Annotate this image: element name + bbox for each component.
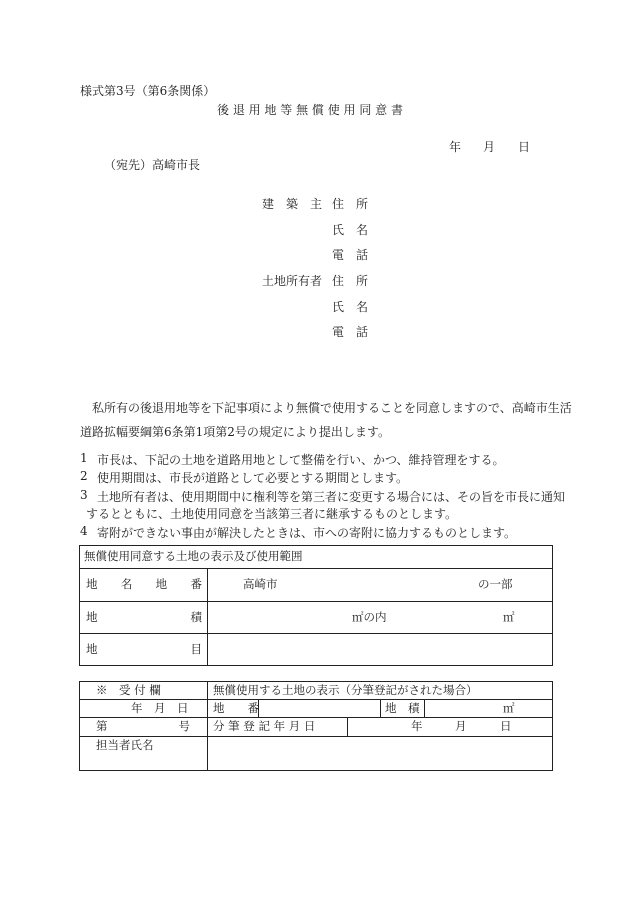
lot-label [86, 579, 202, 591]
label-char: 目 [190, 642, 202, 656]
item-number: 3 [80, 488, 88, 502]
label-char: 積 [190, 610, 202, 624]
owner-label: 土地所有者 [262, 274, 323, 288]
label-char: 地 [86, 577, 98, 591]
table-divider [347, 717, 348, 736]
subdivision-lot-label: 地 番 [213, 701, 259, 715]
registration-month: 月 [455, 719, 467, 733]
subdivision-area-label: 地 積 [385, 701, 420, 715]
area-label [86, 612, 202, 624]
label-char: 地 [86, 610, 98, 624]
table-divider [380, 699, 381, 717]
reception-label: ※ 受 付 欄 [96, 683, 161, 697]
date-day: 日 [518, 140, 531, 154]
label-char: 番 [190, 577, 202, 591]
land-table-header: 無償使用同意する土地の表示及び使用範囲 [84, 549, 303, 563]
owner-phone-label: 電 話 [332, 325, 369, 339]
subdivision-area-unit: ㎡ [503, 701, 515, 715]
document-title: 後 退 用 地 等 無 償 使 用 同 意 書 [217, 103, 403, 117]
addressee: （宛先）高崎市長 [104, 158, 201, 172]
staff-name-label: 担当者氏名 [96, 738, 154, 752]
label-char: 地 [155, 577, 168, 591]
builder-label: 建 築 主 [262, 197, 323, 211]
owner-address-label: 住 所 [332, 274, 369, 288]
label-char: 地 [86, 642, 98, 656]
builder-phone-label: 電 話 [332, 248, 369, 262]
item-text: 使用期間は、市長が道路として必要とする期間とします。 [97, 471, 409, 485]
item-text: 市長は、下記の土地を道路用地として整備を行い、かつ、維持管理をする。 [97, 453, 505, 467]
label-char: 号 [178, 719, 190, 733]
area-unit: ㎡の内 [352, 610, 387, 624]
table-divider [79, 601, 553, 602]
registration-day: 日 [500, 719, 512, 733]
subdivision-header: 無償使用する土地の表示（分筆登記がされた場合） [213, 683, 478, 697]
item-number: 1 [80, 451, 88, 465]
category-label [86, 644, 202, 656]
owner-name-label: 氏 名 [332, 300, 369, 314]
paragraph-line-2: 道路拡幅要綱第6条第1項第2号の規定により提出します。 [80, 425, 390, 439]
table-divider [424, 699, 425, 717]
table-divider [207, 681, 208, 771]
paragraph-line-1: 私所有の後退用地等を下記事項により無償で使用することを同意しますので、高崎市生活 [92, 401, 572, 415]
item-number: 4 [80, 524, 88, 538]
registration-date-label: 分 筆 登 記 年 月 日 [213, 719, 316, 733]
table-divider [79, 633, 553, 634]
item-number: 2 [80, 469, 88, 483]
lot-city: 高崎市 [243, 577, 278, 591]
reception-date-label: 年 月 日 [131, 701, 189, 715]
item-text: 寄附ができない事由が解決したときは、市への寄附に協力するものとします。 [97, 526, 517, 540]
label-char: 名 [120, 577, 133, 591]
lot-suffix: の一部 [478, 577, 513, 591]
date-year: 年 [449, 140, 462, 154]
label-char: 第 [96, 719, 108, 733]
reception-number-label [96, 721, 190, 733]
builder-address-label: 住 所 [332, 197, 369, 211]
table-divider [207, 568, 208, 666]
table-divider [79, 736, 207, 737]
form-number: 様式第3号（第6条関係） [80, 84, 216, 98]
registration-year: 年 [411, 719, 423, 733]
table-divider [79, 699, 553, 700]
builder-name-label: 氏 名 [332, 223, 369, 237]
area-unit-2: ㎡ [503, 610, 515, 624]
table-divider [207, 736, 553, 737]
table-divider [79, 568, 553, 569]
table-divider [79, 717, 553, 718]
item-text: 土地所有者は、使用期間中に権利等を第三者に変更する場合には、その旨を市長に通知 [97, 490, 566, 504]
item-text-continued: するとともに、土地使用同意を当該第三者に継承するものとします。 [86, 507, 458, 521]
date-month: 月 [483, 140, 496, 154]
